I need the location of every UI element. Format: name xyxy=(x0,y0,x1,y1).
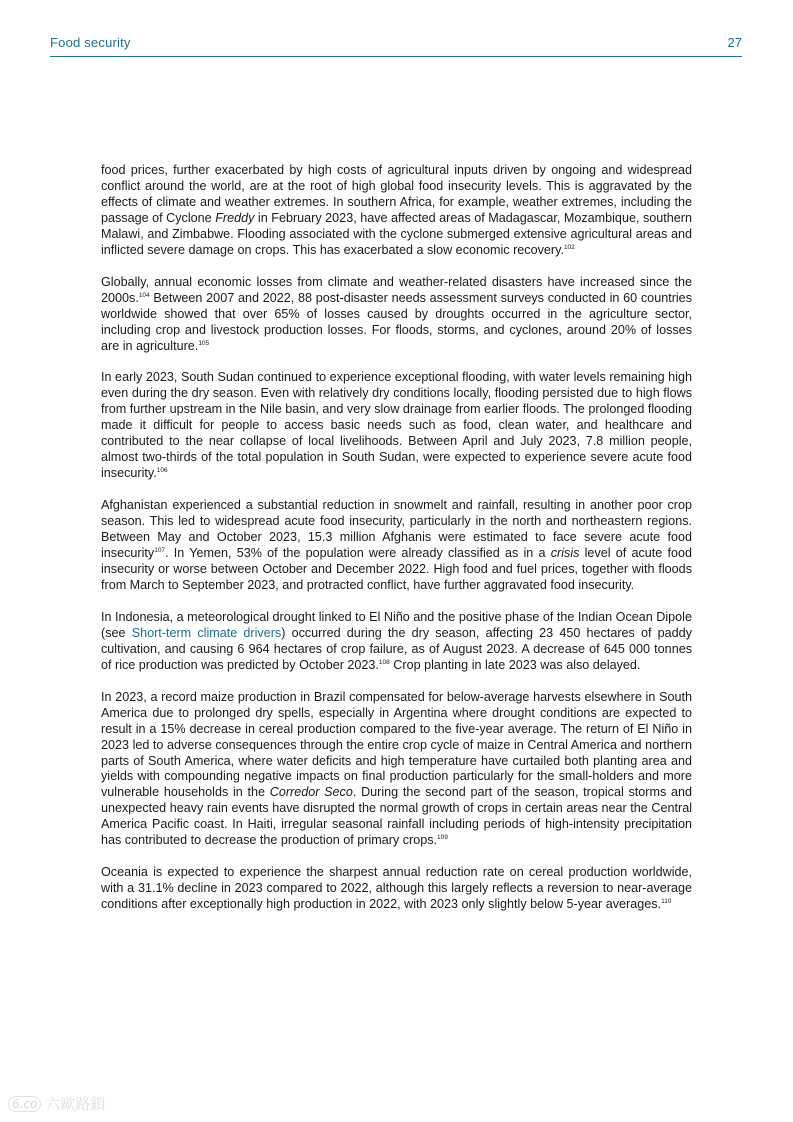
paragraph-3: In early 2023, South Sudan continued to experience exceptional flooding, with water levels remaining high even during the dry season. Even with relatively dry conditions locally, flooding persisted due to high flows from further upstream in the Nile basin, and very slow drainage from earlier floods. The prolonged flooding made it difficult for people to access basic needs such as food, clean water, and healthcare and contributed to the near collapse of local livelihoods. Between April and July 2023, 7.8 million people, almost two-thirds of the total population in South Sudan, were expected to experience severe acute food insecurity.$^{106}$ xyxy=(101,370,692,481)
page-header xyxy=(50,34,742,57)
paragraph-1: food prices, further exacerbated by high costs of agricultural inputs driven by ongoing and widespread conflict around the world, are at the root of high global food insecurity levels. This is aggravated by the effects of climate and weather extremes. In southern Africa, for example, weather extremes, including the passage of Cyclone Freddy in February 2023, have affected areas of Madagascar, Mozambique, southern Malawi, and Zimbabwe. Flooding associated with the cyclone submerged extensive agricultural areas and inflicted severe damage on crops. This has exacerbated a slow economic recovery.$^{102}$ xyxy=(101,163,692,257)
footnote-ref-104[interactable]: 104 xyxy=(138,291,150,299)
footnote-ref-109[interactable]: 109 xyxy=(437,834,448,842)
footnote-ref-108[interactable]: 108 xyxy=(378,658,390,666)
footnote-ref-107[interactable]: 107 xyxy=(154,547,166,555)
paragraph-2: Globally, annual economic losses from climate and weather-related disasters have increased since the 2000s.$^{104}$ Between 2007 and 2022, 88 post-disaster needs assessment surveys conducted in 60 countries worldwide showed that over 65% of losses caused by droughts occurred in the agriculture sector, including crop and livestock production losses. For floods, storms, and cyclones, around 20% of losses are in agriculture.$^{105}$ xyxy=(101,274,692,353)
paragraph-6: In 2023, a record maize production in Brazil compensated for below-average harvests elsewhere in South America due to prolonged dry spells, especially in Argentina where drought conditions are expected to result in a 15% decrease in cereal production compared to the five-year average. The return of El Niño in 2023 led to adverse consequences through the entire crop cycle of maize in Central America and northern parts of South America, where water deficits and high temperature have curtailed both planting area and yields with compounding negative impacts on final production particularly for the small-holders and more vulnerable households in the Corredor Seco. During the second part of the season, tropical storms and unexpected heavy rain events have disrupted the normal growth of crops in certain areas near the Central America Pacific coast. In Haiti, irregular seasonal rainfall including periods of high-intensity precipitation has contributed to decrease the production of primary crops.$^{109}$ xyxy=(101,689,692,848)
short-term-climate-drivers-link[interactable]: Short-term climate drivers xyxy=(131,625,282,640)
paragraph-5: In Indonesia, a meteorological drought linked to El Niño and the positive phase of the Indian Ocean Dipole (see Short-term climate drivers) occurred during the dry season, affecting 23 450 hectares of paddy cultivation, and causing 6 964 hectares of crop failure, as of August 2023. A decrease of 645 000 tonnes of rice production was predicted by October 2023.$^{108}$ Crop planting in late 2023 was also delayed. xyxy=(101,609,692,672)
paragraph-4: Afghanistan experienced a substantial reduction in snowmelt and rainfall, resulting in another poor crop season. This led to widespread acute food insecurity, particularly in the north and northeastern regions. Between May and October 2023, 15.3 million Afghanis were estimated to face severe acute food insecurity$^{107}$. In Yemen, 53% of the population were already classified as in a crisis level of acute food insecurity or worse between October and December 2022. High food and fuel prices, together with floods from March to September 2023, and protracted conflict, have further aggravated food insecurity. xyxy=(101,498,693,592)
body-text xyxy=(101,163,692,929)
footnote-ref-105[interactable]: 105 xyxy=(198,339,210,347)
footnote-ref-106[interactable]: 106 xyxy=(156,467,168,475)
page-number: 27 xyxy=(727,35,742,50)
watermark-logo-icon: 6.co xyxy=(8,1096,41,1112)
footnote-ref-102[interactable]: 102 xyxy=(563,243,575,251)
watermark xyxy=(8,1093,105,1114)
watermark-text: 六歐路鎖 xyxy=(45,1095,106,1113)
paragraph-7: Oceania is expected to experience the sharpest annual reduction rate on cereal production worldwide, with a 31.1% decline in 2023 compared to 2022, although this largely reflects a reversion to near-average conditions after exceptionally high production in 2022, with 2023 only slightly below 5-year averages.$^{110}$ xyxy=(101,865,692,912)
footnote-ref-110[interactable]: 110 xyxy=(661,898,672,906)
section-title: Food security xyxy=(50,35,131,50)
